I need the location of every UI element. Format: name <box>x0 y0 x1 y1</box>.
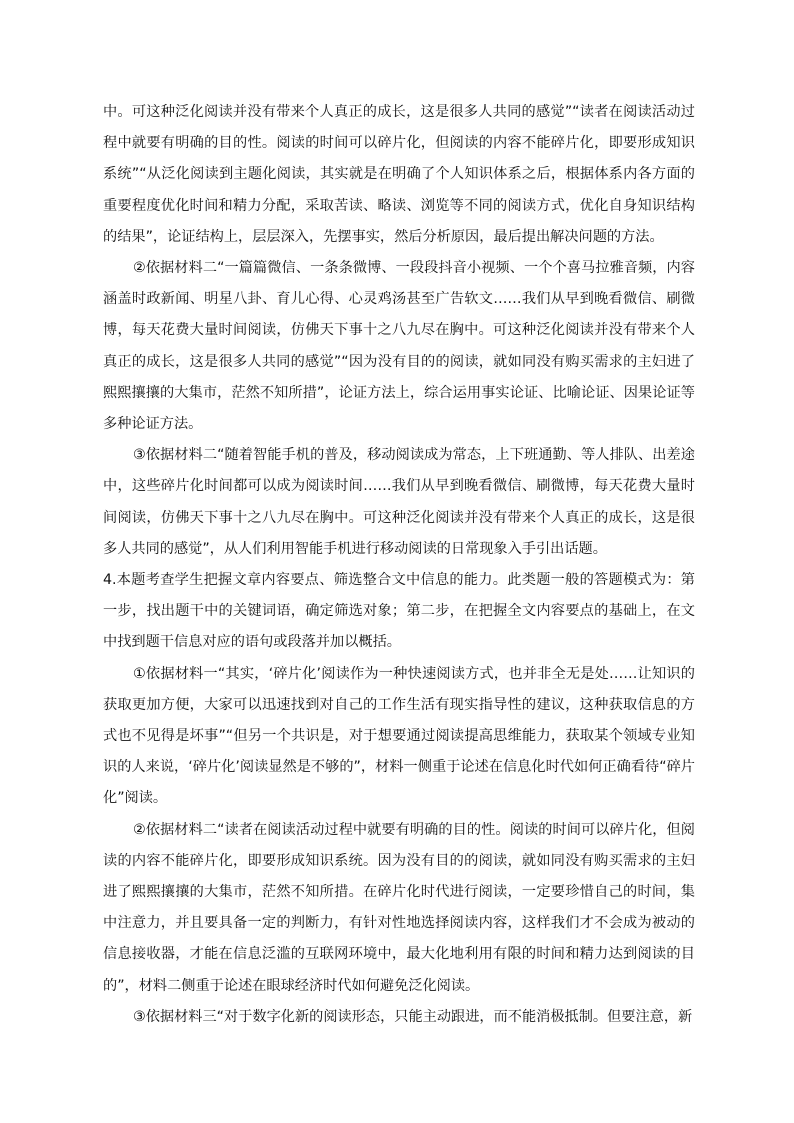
paragraph-material-three: ③依据材料三“对于数字化新的阅读形态，只能主动跟进，而不能消极抵制。但要注意，新 <box>133 1008 693 1025</box>
paragraph-argument-method: ②依据材料二“一篇篇微信、一条条微博、一段段抖音小视频、一个个喜马拉雅音频，内容涵盖时政新闻、明星八卦、育儿心得、心灵鸡汤甚至广告软文……我们从早到晚看微信、刷微博，每天花费大量时间阅读，仿佛天下事十之八九尽在胸中。可这种泛化阅读并没有带来个人真正的成长，这是很多人共同的感觉”“因为没有目的的阅读，就如同没有购买需求的主妇进了熙熙攘攘的大集市，茫然不知所措”，论证方法上，综合运用事实论证、比喻论证、因果论证等多种论证方法。 <box>103 260 695 433</box>
paragraph-argument-structure: 中。可这种泛化阅读并没有带来个人真正的成长，这是很多人共同的感觉”“读者在阅读活动过程中就要有明确的目的性。阅读的时间可以碎片化，但阅读的内容不能碎片化，即要形成知识系统”“从泛化阅读到主题化阅读，其实就是在明确了个人知识体系之后，根据体系内各方面的重要程度优化时间和精力分配，采取苦读、略读、浏览等不同的阅读方式，优化自身知识结构的结果”，论证结构上，层层深入，先摆事实，然后分析原因，最后提出解决问题的方法。 <box>103 104 695 245</box>
document-body <box>103 97 695 1033</box>
paragraph-material-two: ②依据材料二“读者在阅读活动过程中就要有明确的目的性。阅读的时间可以碎片化，但阅读的内容不能碎片化，即要形成知识系统。因为没有目的的阅读，就如同没有购买需求的主妇进了熙熙攘攘的大集市，茫然不知所措。在碎片化时代进行阅读，一定要珍惜自己的时间，集中注意力，并且要具备一定的判断力，有针对性地选择阅读内容，这样我们才不会成为被动的信息接收器，才能在信息泛滥的互联网环境中，最大化地利用有限的时间和精力达到阅读的目的”，材料二侧重于论述在眼球经济时代如何避免泛化阅读。 <box>103 821 695 994</box>
paragraph-question-4: 4.本题考查学生把握文章内容要点、筛选整合文中信息的能力。此类题一般的答题模式为：第一步，找出题干中的关键词语，确定筛选对象；第二步，在把握全文内容要点的基础上，在文中找到题干信息对应的语句或段落并加以概括。 <box>103 572 695 651</box>
paragraph-material-one: ①依据材料一“其实，‘碎片化’阅读作为一种快速阅读方式，也并非全无是处……让知识的获取更加方便，大家可以迅速找到对自己的工作生活有现实指导性的建议，这种获取信息的方式也不见得是坏事”“但另一个共识是，对于想要通过阅读提高思维能力，获取某个领域专业知识的人来说，‘碎片化’阅读显然是不够的”，材料一侧重于论述在信息化时代如何正确看待“碎片化”阅读。 <box>103 665 695 807</box>
paragraph-topic-introduction: ③依据材料二“随着智能手机的普及，移动阅读成为常态，上下班通勤、等人排队、出差途中，这些碎片化时间都可以成为阅读时间……我们从早到晚看微信、刷微博，每天花费大量时间阅读，仿佛天下事十之八九尽在胸中。可这种泛化阅读并没有带来个人真正的成长，这是很多人共同的感觉”，从人们利用智能手机进行移动阅读的日常现象入手引出话题。 <box>103 447 695 557</box>
